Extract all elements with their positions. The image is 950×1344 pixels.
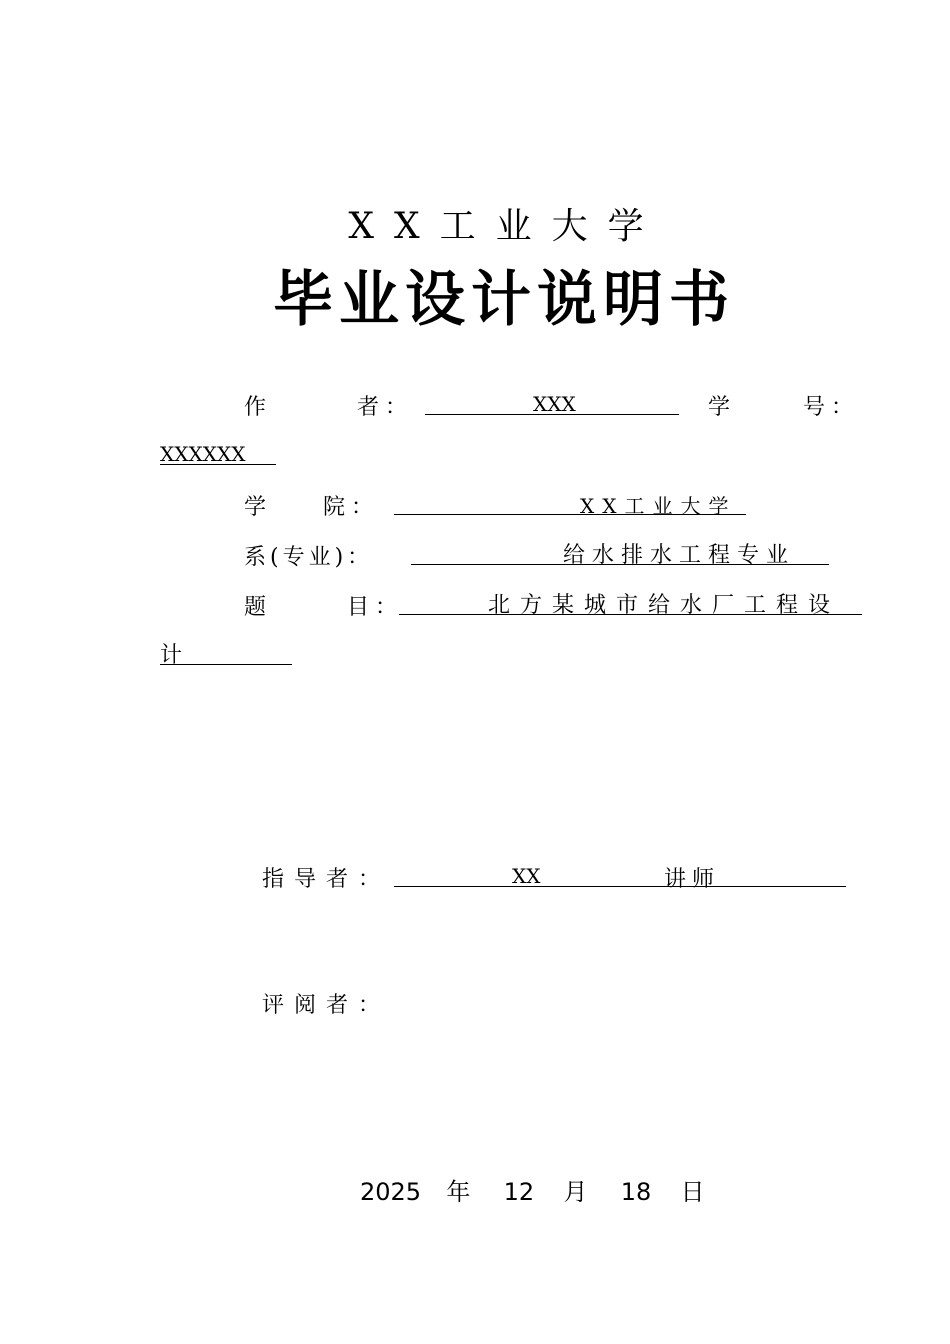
topic-value-line1: 北方某城市给水厂工程设 (488, 593, 841, 618)
reviewer-label: 评阅者： (262, 993, 391, 1018)
college-label-text: 学 院： (244, 495, 379, 520)
department-value: 给水排水工程专业 (563, 543, 796, 568)
date-day-unit: 日 (680, 1178, 705, 1206)
advisor-name: XX (512, 864, 541, 888)
advisor-title: 讲师 (664, 867, 721, 892)
date-day: 18 (620, 1178, 652, 1206)
college-label (244, 490, 379, 521)
student-id-label-text: 学 号： (708, 395, 859, 420)
department-label: 系(专业)： (244, 545, 374, 570)
topic-label-text: 题 目： (244, 595, 403, 620)
college-value: XX工业大学 (580, 494, 737, 518)
advisor-underline (394, 858, 846, 887)
date-month-unit: 月 (563, 1178, 588, 1206)
topic-value-line2: 计 (160, 643, 183, 668)
date-year-unit: 年 (446, 1178, 471, 1206)
date-year: 2025 (360, 1178, 422, 1206)
student-id-label (708, 390, 859, 421)
author-value: XXX (533, 392, 576, 416)
university-name: XX工业大学 (348, 206, 664, 247)
author-label (244, 390, 413, 421)
topic-label (244, 590, 403, 621)
advisor-label: 指导者： (262, 867, 391, 892)
date-line (360, 1172, 705, 1207)
author-label-text: 作 者： (244, 395, 413, 420)
document-title: 毕业设计说明书 (273, 265, 735, 335)
student-id-value: XXXXXX (160, 442, 246, 466)
date-month: 12 (503, 1178, 535, 1206)
